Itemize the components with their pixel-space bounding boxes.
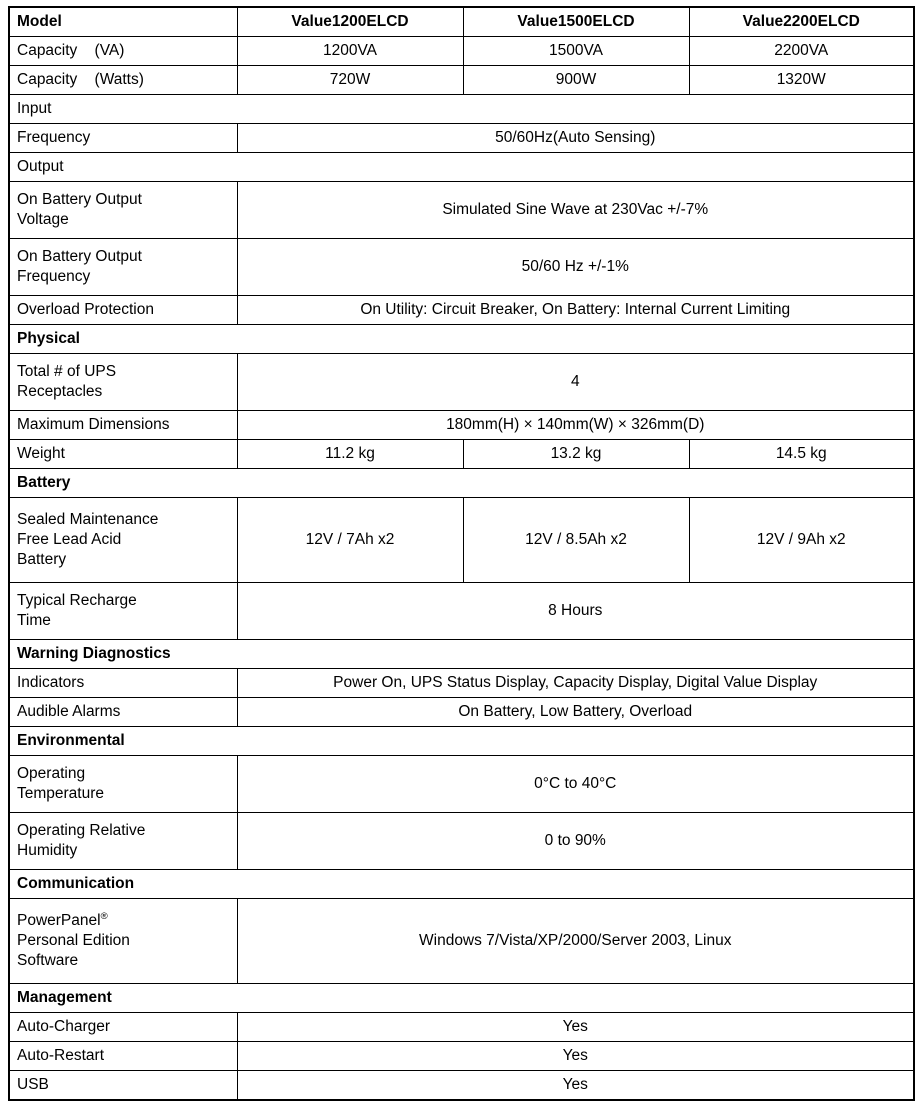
powerpanel-name: PowerPanel	[17, 911, 101, 929]
row-label-capacity-va: Capacity (VA)	[9, 37, 237, 66]
section-row-warning-diagnostics	[9, 640, 914, 669]
header-model-label: Model	[9, 7, 237, 37]
table-row	[9, 669, 914, 698]
section-label-environmental: Environmental	[9, 727, 914, 756]
cell-capacity-va-model1: 1200VA	[237, 37, 463, 66]
table-header-row	[9, 7, 914, 37]
table-row	[9, 182, 914, 239]
row-label-usb: USB	[9, 1071, 237, 1101]
row-label-typical-recharge-time: Typical Recharge Time	[9, 583, 237, 640]
cell-capacity-watts-model1: 720W	[237, 66, 463, 95]
registered-trademark-icon: ®	[100, 910, 108, 922]
section-row-communication	[9, 870, 914, 899]
table-row	[9, 1071, 914, 1101]
row-label-auto-restart: Auto-Restart	[9, 1042, 237, 1071]
section-label-output: Output	[9, 153, 914, 182]
cell-powerpanel-software-value: Windows 7/Vista/XP/2000/Server 2003, Linux	[237, 899, 914, 984]
section-label-battery: Battery	[9, 469, 914, 498]
table-row	[9, 813, 914, 870]
row-label-powerpanel-software	[9, 899, 237, 984]
row-label-frequency: Frequency	[9, 124, 237, 153]
row-label-sealed-maintenance-free-battery: Sealed Maintenance Free Lead Acid Battery	[9, 498, 237, 583]
row-label-on-battery-output-voltage: On Battery Output Voltage	[9, 182, 237, 239]
table-row	[9, 411, 914, 440]
row-label-total-ups-receptacles: Total # of UPS Receptacles	[9, 354, 237, 411]
cell-audible-alarms-value: On Battery, Low Battery, Overload	[237, 698, 914, 727]
section-row-physical	[9, 325, 914, 354]
cell-on-battery-output-voltage-value: Simulated Sine Wave at 230Vac +/-7%	[237, 182, 914, 239]
cell-total-ups-receptacles-value: 4	[237, 354, 914, 411]
row-label-overload-protection: Overload Protection	[9, 296, 237, 325]
table-row	[9, 498, 914, 583]
row-label-operating-relative-humidity: Operating Relative Humidity	[9, 813, 237, 870]
table-row	[9, 37, 914, 66]
cell-battery-model3: 12V / 9Ah x2	[689, 498, 914, 583]
row-label-maximum-dimensions: Maximum Dimensions	[9, 411, 237, 440]
cell-auto-charger-value: Yes	[237, 1013, 914, 1042]
section-label-input: Input	[9, 95, 914, 124]
cell-battery-model1: 12V / 7Ah x2	[237, 498, 463, 583]
row-label-on-battery-output-frequency: On Battery Output Frequency	[9, 239, 237, 296]
cell-capacity-va-model3: 2200VA	[689, 37, 914, 66]
cell-weight-model1: 11.2 kg	[237, 440, 463, 469]
section-row-output	[9, 153, 914, 182]
cell-capacity-watts-model2: 900W	[463, 66, 689, 95]
cell-capacity-va-model2: 1500VA	[463, 37, 689, 66]
cell-capacity-watts-model3: 1320W	[689, 66, 914, 95]
cell-operating-temperature-value: 0°C to 40°C	[237, 756, 914, 813]
row-label-auto-charger: Auto-Charger	[9, 1013, 237, 1042]
section-row-environmental	[9, 727, 914, 756]
section-row-management	[9, 984, 914, 1013]
table-row	[9, 440, 914, 469]
table-row	[9, 1013, 914, 1042]
row-label-indicators: Indicators	[9, 669, 237, 698]
row-label-weight: Weight	[9, 440, 237, 469]
cell-usb-value: Yes	[237, 1071, 914, 1101]
ups-specification-table	[8, 6, 915, 1101]
table-row	[9, 66, 914, 95]
table-row	[9, 1042, 914, 1071]
cell-typical-recharge-time-value: 8 Hours	[237, 583, 914, 640]
row-label-audible-alarms: Audible Alarms	[9, 698, 237, 727]
section-row-battery	[9, 469, 914, 498]
cell-overload-protection-value: On Utility: Circuit Breaker, On Battery: Internal Current Limiting	[237, 296, 914, 325]
powerpanel-edition: Personal Edition Software	[17, 931, 130, 970]
table-row	[9, 296, 914, 325]
table-row	[9, 583, 914, 640]
header-model-1: Value1200ELCD	[237, 7, 463, 37]
cell-auto-restart-value: Yes	[237, 1042, 914, 1071]
cell-weight-model2: 13.2 kg	[463, 440, 689, 469]
cell-operating-relative-humidity-value: 0 to 90%	[237, 813, 914, 870]
table-row	[9, 124, 914, 153]
table-row	[9, 698, 914, 727]
cell-frequency-value: 50/60Hz(Auto Sensing)	[237, 124, 914, 153]
header-model-2: Value1500ELCD	[463, 7, 689, 37]
table-row	[9, 899, 914, 984]
section-label-management: Management	[9, 984, 914, 1013]
cell-battery-model2: 12V / 8.5Ah x2	[463, 498, 689, 583]
table-row	[9, 239, 914, 296]
row-label-capacity-watts: Capacity (Watts)	[9, 66, 237, 95]
row-label-operating-temperature: Operating Temperature	[9, 756, 237, 813]
table-row	[9, 756, 914, 813]
section-label-physical: Physical	[9, 325, 914, 354]
table-row	[9, 354, 914, 411]
cell-indicators-value: Power On, UPS Status Display, Capacity Display, Digital Value Display	[237, 669, 914, 698]
cell-on-battery-output-frequency-value: 50/60 Hz +/-1%	[237, 239, 914, 296]
section-row-input	[9, 95, 914, 124]
cell-weight-model3: 14.5 kg	[689, 440, 914, 469]
header-model-3: Value2200ELCD	[689, 7, 914, 37]
cell-maximum-dimensions-value: 180mm(H) × 140mm(W) × 326mm(D)	[237, 411, 914, 440]
section-label-communication: Communication	[9, 870, 914, 899]
section-label-warning-diagnostics: Warning Diagnostics	[9, 640, 914, 669]
